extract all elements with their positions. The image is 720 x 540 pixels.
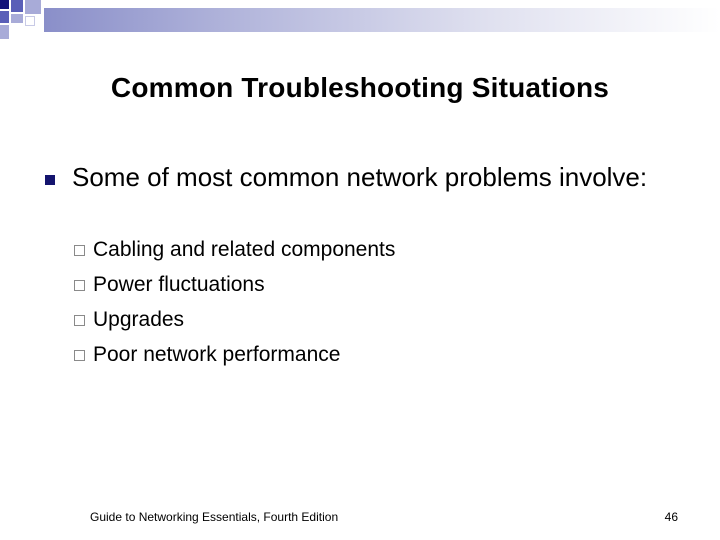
main-bullet-text: Some of most common network problems involve: [72,162,648,192]
checkbox-bullet-icon [74,350,85,361]
checkbox-bullet-icon [74,245,85,256]
square-bullet-icon [45,175,55,185]
list-item-label: Upgrades [93,308,185,331]
list-item [72,267,395,302]
list-item [72,302,395,337]
list-item-label: Cabling and related components [93,238,396,261]
list-item [72,337,395,372]
footer-text: Guide to Networking Essentials, Fourth Edition [90,510,339,524]
list-item-label: Poor network performance [93,343,341,366]
sub-bullet-list [72,232,395,372]
list-item-label: Power fluctuations [93,273,265,296]
page-number: 46 [664,510,678,524]
slide-title: Common Troubleshooting Situations [110,72,610,103]
checkbox-bullet-icon [74,315,85,326]
checkbox-bullet-icon [74,280,85,291]
list-item [72,232,395,267]
header-gradient-band [44,8,720,32]
